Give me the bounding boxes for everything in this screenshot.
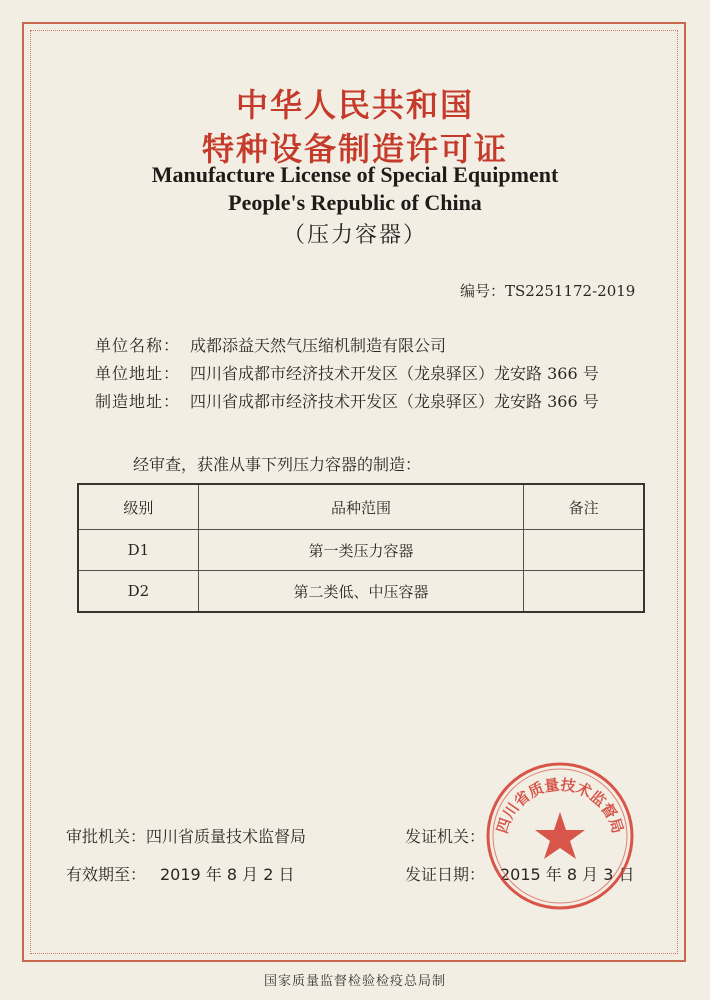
title-cn-line1: 中华人民共和国 xyxy=(235,86,474,124)
unit-name-label: 单位名称： xyxy=(95,336,181,355)
approval-statement: 经审查，获准从事下列压力容器的制造： xyxy=(133,455,422,474)
issue-date: 2015 年 8 月 3 日 xyxy=(500,865,635,884)
scope-table-header-row xyxy=(78,484,644,530)
row-remarks xyxy=(524,530,644,571)
row-scope: 第一类压力容器 xyxy=(198,530,523,571)
footer-issuer: 国家质量监督检验检疫总局制 xyxy=(263,974,446,989)
mfg-address-label: 制造地址： xyxy=(95,392,181,411)
valid-until-label: 有效期至： xyxy=(66,865,147,884)
seal-star-icon xyxy=(535,812,585,859)
header-remarks: 备注 xyxy=(524,484,644,530)
mfg-address: 四川省成都市经济技术开发区（龙泉驿区）龙安路 366 号 xyxy=(190,392,599,411)
approval-authority: 四川省质量技术监督局 xyxy=(146,827,307,846)
valid-until: 2019 年 8 月 2 日 xyxy=(160,865,295,884)
license-category: （压力容器） xyxy=(282,223,427,248)
title-en-line1: Manufacture License of Special Equipment xyxy=(151,162,559,187)
row-level: D1 xyxy=(78,530,198,571)
certifying-authority-label: 发证机关： xyxy=(405,827,486,846)
header-level: 级别 xyxy=(78,484,198,530)
row-remarks xyxy=(524,571,644,613)
row-level: D2 xyxy=(78,571,198,613)
license-number: 编号：TS2251172-2019 xyxy=(460,282,636,300)
header-scope: 品种范围 xyxy=(198,484,523,530)
approval-authority-label: 审批机关： xyxy=(66,827,147,846)
unit-address: 四川省成都市经济技术开发区（龙泉驿区）龙安路 366 号 xyxy=(190,364,599,383)
unit-address-label: 单位地址： xyxy=(95,364,181,383)
seal-text: 四川省质量技术监督局 xyxy=(493,775,627,836)
title-cn-line2: 特种设备制造许可证 xyxy=(201,130,508,168)
unit-name: 成都添益天然气压缩机制造有限公司 xyxy=(190,336,447,355)
row-scope: 第二类低、中压容器 xyxy=(198,571,523,613)
table-row xyxy=(78,530,644,571)
scope-table xyxy=(77,483,645,613)
table-row xyxy=(78,571,644,613)
issue-date-label: 发证日期： xyxy=(405,865,486,884)
title-en-line2: People's Republic of China xyxy=(228,190,482,215)
official-seal xyxy=(484,760,636,912)
